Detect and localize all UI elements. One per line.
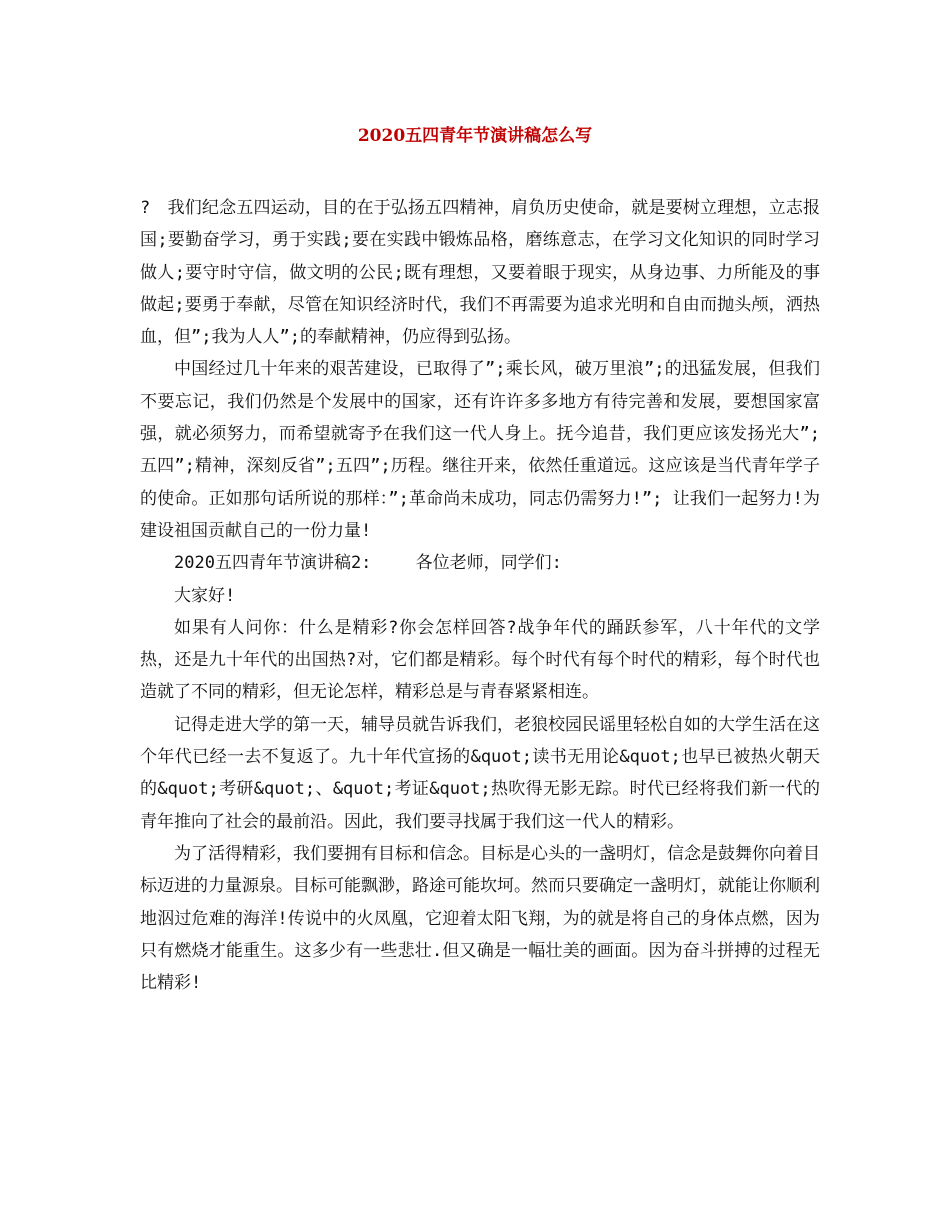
paragraph: ? 我们纪念五四运动，目的在于弘扬五四精神，肩负历史使命，就是要树立理想，立志报国;要勤奋学习，勇于实践;要在实践中锻炼品格，磨练意志，在学习文化知识的同时学习做人;要守时守信，做文明的公民;既有理想，又要着眼于现实，从身边事、力所能及的事做起;要勇于奉献，尽管在知识经济时代，我们不再需要为追求光明和自由而抛头颅，洒热血，但”;我为人人”;的奉献精神，仍应得到弘扬。 — [140, 198, 820, 348]
paragraph: 大家好! — [174, 585, 236, 606]
paragraph: 记得走进大学的第一天，辅导员就告诉我们，老狼校园民谣里轻松自如的大学生活在这个年代已经一去不复返了。九十年代宣扬的&quot;读书无用论&quot;也早已被热火朝天的&quot;考研&quot;、&quot;考证&quot;热吹得无影无踪。时代已经将我们新一代的青年推向了社会的最前沿。因此，我们要寻找属于我们这一代人的精彩。 — [140, 714, 820, 832]
document-body — [140, 192, 820, 999]
document-title: 2020五四青年节演讲稿怎么写 — [357, 126, 593, 146]
paragraph: 为了活得精彩，我们要拥有目标和信念。目标是心头的一盏明灯，信念是鼓舞你向着目标迈进的力量源泉。目标可能飘渺，路途可能坎坷。然而只要确定一盏明灯，就能让你顺利地泅过危难的海洋!传说中的火凤凰，它迎着太阳飞翔，为的就是将自己的身体点燃，因为只有燃烧才能重生。这多少有一些悲壮.但又确是一幅壮美的画面。因为奋斗拼搏的过程无比精彩! — [140, 843, 820, 994]
paragraph: 2020五四青年节演讲稿2: 各位老师，同学们: — [174, 553, 562, 574]
paragraph: 中国经过几十年来的艰苦建设，已取得了”;乘长风，破万里浪”;的迅猛发展，但我们不要忘记，我们仍然是个发展中的国家，还有许许多多地方有待完善和发展，要想国家富强，就必须努力，而希望就寄予在我们这一代人身上。抚今追昔，我们更应该发扬光大”;五四”;精神，深刻反省”;五四”;历程。继往开来，依然任重道远。这应该是当代青年学子的使命。正如那句话所说的那样：”;革命尚未成功，同志仍需努力!”; 让我们一起努力!为建设祖国贡献自己的一份力量! — [140, 359, 820, 541]
paragraph: 如果有人问你：什么是精彩?你会怎样回答?战争年代的踊跃参军，八十年代的文学热，还是九十年代的出国热?对，它们都是精彩。每个时代有每个时代的精彩，每个时代也造就了不同的精彩，但无论怎样，精彩总是与青春紧紧相连。 — [140, 617, 820, 703]
